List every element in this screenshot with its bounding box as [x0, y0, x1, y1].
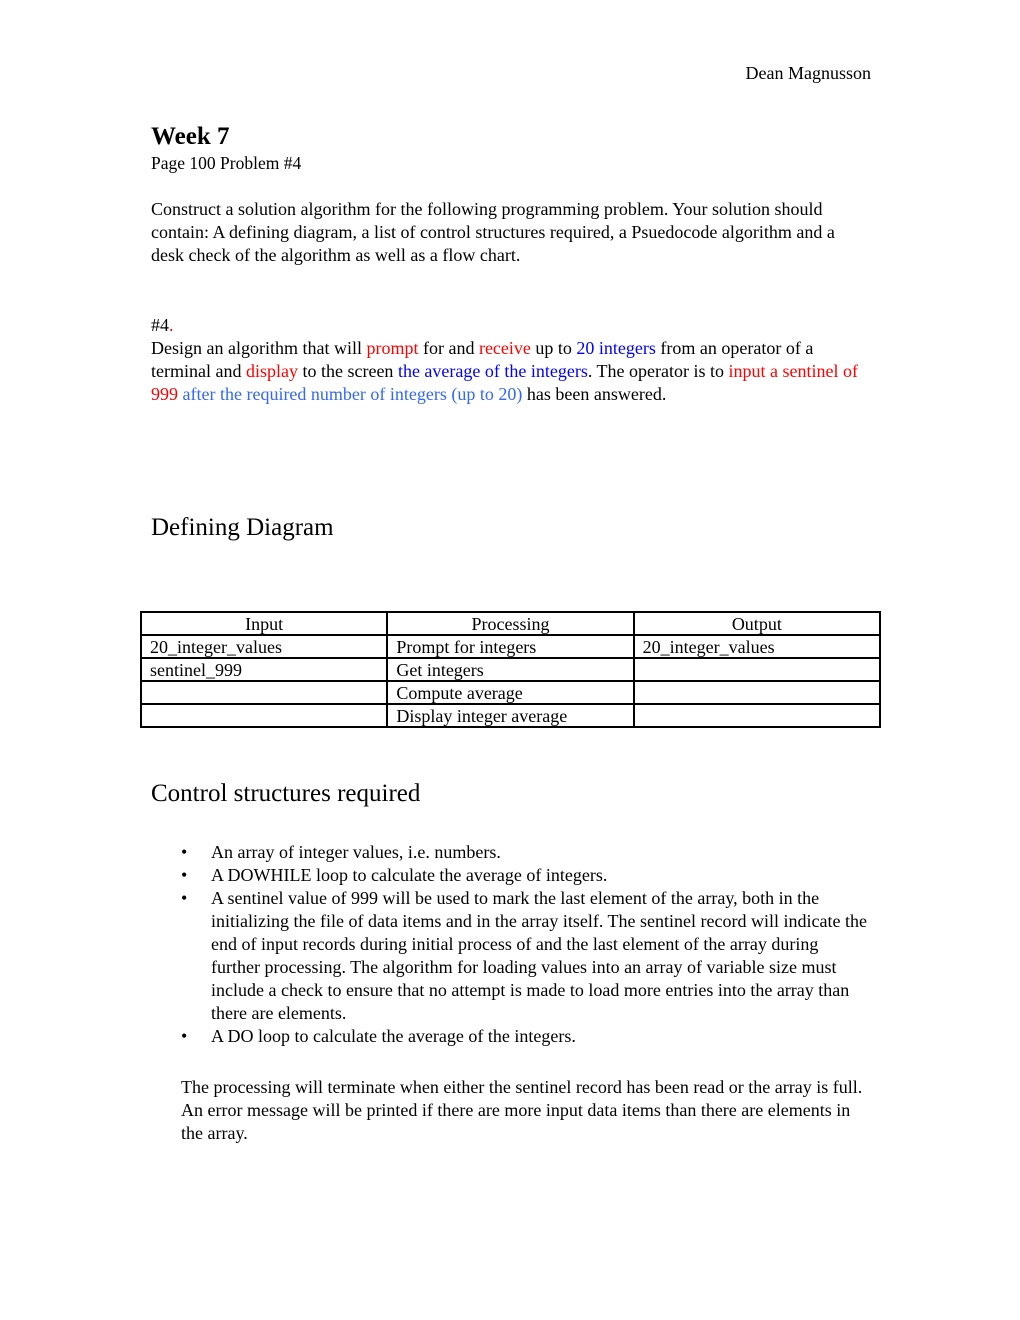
list-item — [181, 1025, 871, 1048]
problem-segment-highlight: the average of the integers — [397, 361, 588, 381]
list-item — [181, 887, 871, 1025]
table-cell-processing: Compute average — [387, 681, 633, 704]
problem-number-text: #4 — [151, 315, 169, 335]
table-cell-input — [141, 704, 387, 727]
problem-segment: from an operator of a terminal and — [151, 338, 814, 381]
problem-segment-highlight: prompt — [366, 338, 419, 358]
list-item — [181, 864, 871, 887]
problem-segment: . The operator is to — [587, 361, 729, 381]
bullet-icon: • — [181, 888, 188, 908]
problem-segment: to the screen — [297, 361, 398, 381]
table-cell-output — [634, 658, 880, 681]
page-subtitle: Page 100 Problem #4 — [151, 153, 302, 173]
defining-diagram-heading: Defining Diagram — [151, 514, 334, 541]
table-row — [141, 635, 880, 658]
table-header-row — [141, 612, 880, 635]
table-row — [141, 704, 880, 727]
problem-segment-highlight: receive — [478, 338, 531, 358]
bullet-icon: • — [181, 865, 188, 885]
list-item-text: A DO loop to calculate the average of the integers. — [211, 1026, 576, 1046]
bullet-icon: • — [181, 1026, 188, 1046]
table-cell-output — [634, 704, 880, 727]
list-item-text: A sentinel value of 999 will be used to mark the last element of the array, both in the initializing the file of data items and in the array itself. The sentinel record will indicate the end of input records during initial process of and the last element of the array during further processing. The algorithm for loading values into an array of variable size must include a check to ensure that no attempt is made to load more entries into the array than there are elements. — [211, 888, 867, 1023]
table-row — [141, 658, 880, 681]
table-cell-output — [634, 681, 880, 704]
problem-number — [151, 314, 871, 337]
defining-diagram-table — [140, 611, 881, 728]
table-cell-input: sentinel_999 — [141, 658, 387, 681]
column-header-input: Input — [141, 612, 387, 635]
problem-segment-highlight: after the required number of integers (up to 20) — [178, 384, 523, 404]
problem-segment-highlight: 20 integers — [576, 338, 656, 358]
problem-number-period: . — [169, 315, 174, 335]
problem-segment-highlight: input a sentinel of 999 — [151, 361, 858, 404]
table-row — [141, 681, 880, 704]
table-cell-processing: Prompt for integers — [387, 635, 633, 658]
problem-segment: Design an algorithm that will — [151, 338, 367, 358]
column-header-processing: Processing — [387, 612, 633, 635]
problem-segment-highlight: display — [245, 361, 298, 381]
table-cell-processing: Display integer average — [387, 704, 633, 727]
bullet-icon: • — [181, 842, 188, 862]
table-cell-input — [141, 681, 387, 704]
table-cell-output: 20_integer_values — [634, 635, 880, 658]
problem-segment: up to — [530, 338, 577, 358]
table-cell-input: 20_integer_values — [141, 635, 387, 658]
list-item-text: A DOWHILE loop to calculate the average of integers. — [211, 865, 608, 885]
list-item — [181, 841, 871, 864]
closing-paragraph: The processing will terminate when either the sentinel record has been read or the array is full. An error message will be printed if there are more input data items than there are elements in the array. — [181, 1077, 863, 1143]
column-header-output: Output — [634, 612, 880, 635]
problem-segment: for and — [418, 338, 479, 358]
problem-segment: has been answered. — [522, 384, 667, 404]
table-cell-processing: Get integers — [387, 658, 633, 681]
problem-statement — [151, 337, 871, 406]
author-name: Dean Magnusson — [745, 63, 871, 83]
page-title: Week 7 — [151, 123, 230, 150]
control-structures-list — [181, 841, 871, 1048]
intro-paragraph: Construct a solution algorithm for the following programming problem. Your solution should contain: A defining diagram, a list of control structures required, a Psuedocode algorithm and a desk check of the algorithm as well as a flow chart. — [151, 199, 835, 265]
control-structures-heading: Control structures required — [151, 780, 421, 807]
list-item-text: An array of integer values, i.e. numbers. — [211, 842, 501, 862]
